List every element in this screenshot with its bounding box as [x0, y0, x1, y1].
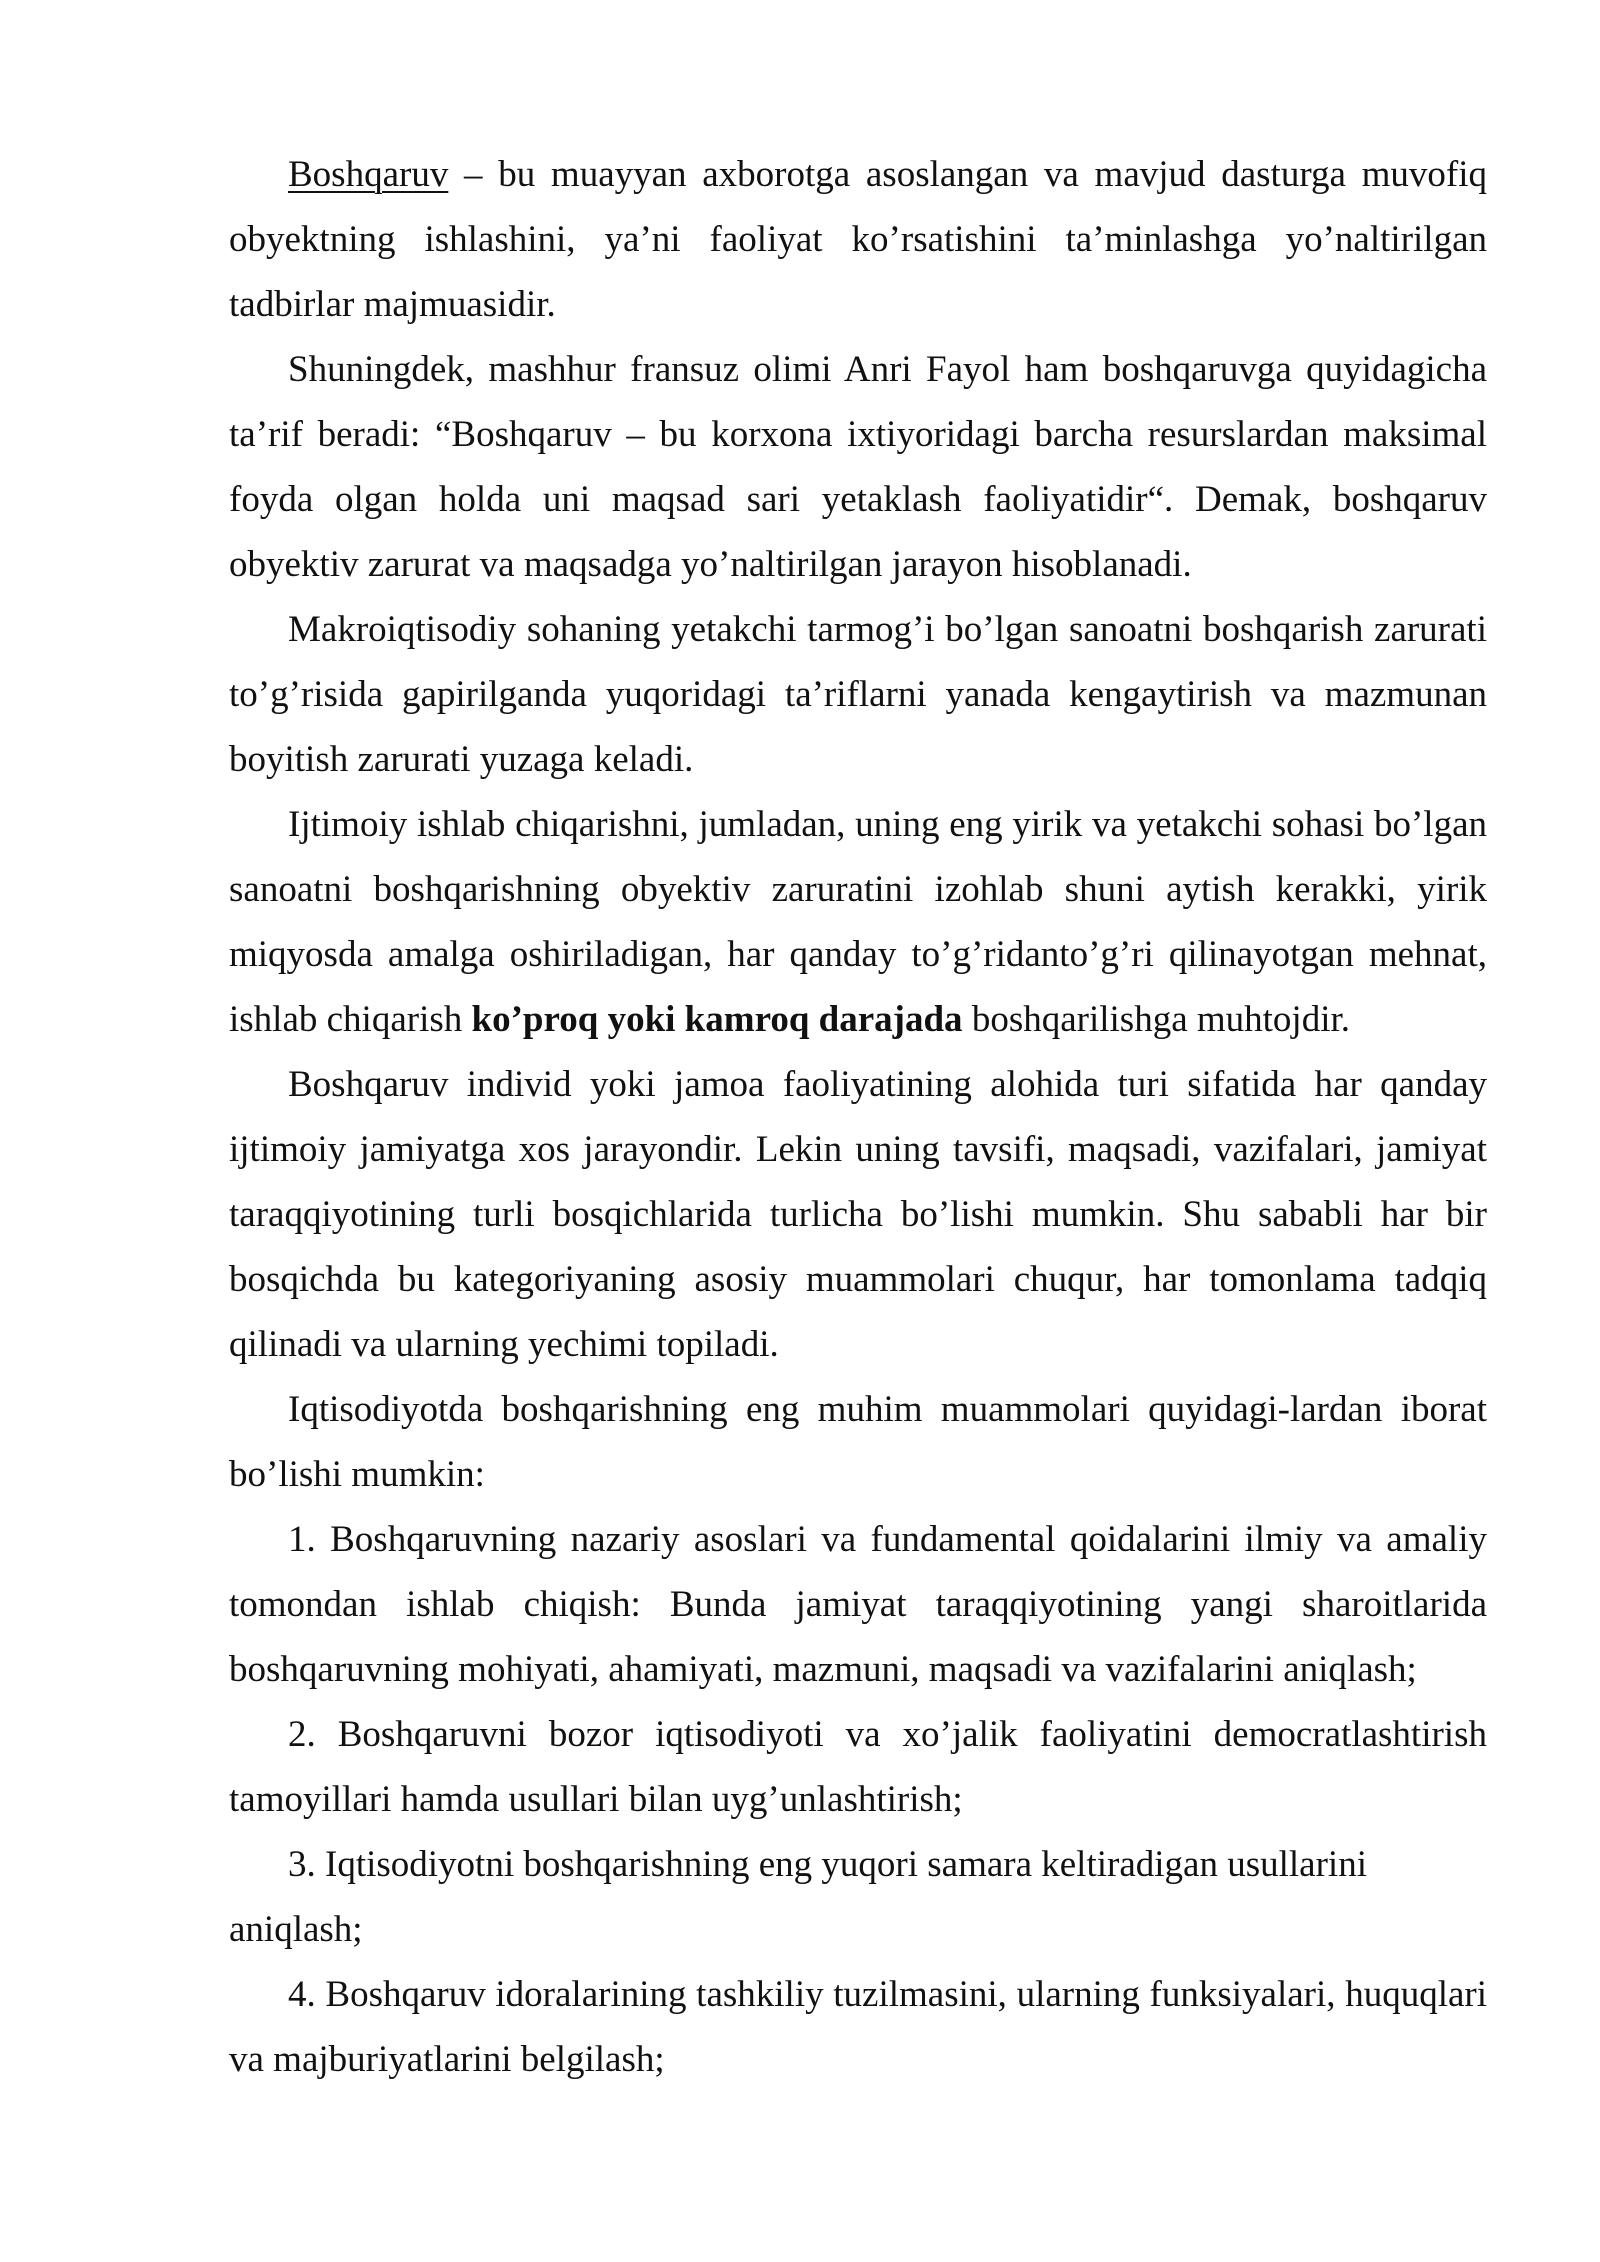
paragraph-text-after-bold: boshqarilishga muhtojdir. [962, 999, 1351, 1040]
list-item-number: 4. [288, 1974, 316, 2015]
paragraph-problems-intro: Iqtisodiyotda boshqarishning eng muhim muammolari quyidagi-lardan iborat bo’lishi mumkin: [229, 1389, 1487, 1495]
defined-term: Boshqaruv [288, 154, 449, 195]
list-item-number: 3. [288, 1844, 316, 1885]
list-item-3 [229, 1832, 1487, 1962]
list-item-number: 1. [288, 1519, 316, 1560]
paragraph-management-activity: Boshqaruv individ yoki jamoa faoliyatining alohida turi sifatida har qanday ijtimoiy jamiyatga xos jarayondir. Lekin uning tavsifi, maqsadi, vazifalari, jamiyat taraqqiyotining turli bosqichlarida turlicha bo’lishi mumkin. Shu sababli har bir bosqichda bu kategoriyaning asosiy muammolari chuqur, har tomonlama tadqiq qilinadi va ularning yechimi topiladi. [229, 1064, 1487, 1365]
list-item-text: Boshqaruvning nazariy asoslari va fundamental qoidalarini ilmiy va amaliy tomondan ishlab chiqish: Bunda jamiyat taraqqiyotining yangi sharoitlarida boshqaruvning mohiyati, ahamiyati, mazmuni, maqsadi va vazifalarini aniqlash; [229, 1519, 1487, 1690]
list-item-text: Boshqaruv idoralarining tashkiliy tuzilmasini, ularning funksiyalari, huquqlari va majburiyatlarini belgilash; [229, 1974, 1487, 2080]
list-item-text: Boshqaruvni bozor iqtisodiyoti va xo’jalik faoliyatini democratlashtirish tamoyillari hamda usullari bilan uyg’unlashtirish; [229, 1714, 1487, 1820]
list-item-text: Iqtisodiyotni boshqarishning eng yuqori samara keltiradigan usullarini aniqlash; [229, 1844, 1367, 1950]
paragraph-macroeconomic-sector: Makroiqtisodiy sohaning yetakchi tarmog’i bo’lgan sanoatni boshqarish zarurati to’g’risida gapirilganda yuqoridagi ta’riflarni yanada kengaytirish va mazmunan boyitish zarurati yuzaga keladi. [229, 609, 1487, 780]
document-body [229, 142, 1487, 2092]
list-item-4 [229, 1962, 1487, 2092]
list-item-2 [229, 1702, 1487, 1832]
paragraph-social-production [229, 792, 1487, 1052]
bold-emphasis: ko’proq yoki kamroq darajada [471, 999, 963, 1040]
paragraph-text-before-bold: Ijtimoiy ishlab chiqarishni, jumladan, uning eng yirik va yetakchi sohasi bo’lgan sanoatni boshqarishning obyektiv zaruratini izohlab shuni aytish kerakki, yirik miqyosda amalga oshiriladigan, har qanday to’g’ridanto’g’ri qilinayotgan mehnat, ishlab chiqarish [229, 804, 1487, 1040]
list-item-1 [229, 1507, 1487, 1702]
list-item-number: 2. [288, 1714, 316, 1755]
paragraph-boshqaruv-definition [229, 142, 1487, 337]
paragraph-fayol-definition: Shuningdek, mashhur fransuz olimi Anri Fayol ham boshqaruvga quyidagicha ta’rif beradi: “Boshqaruv – bu korxona ixtiyoridagi barcha resurslardan maksimal foyda olgan holda uni maqsad sari yetaklash faoliyatidir“. Demak, boshqaruv obyektiv zarurat va maqsadga yo’naltirilgan jarayon hisoblanadi. [229, 349, 1487, 585]
definition-text: – bu muayyan axborotga asoslangan va mavjud dasturga muvofiq obyektning ishlashini, ya’ni faoliyat ko’rsatishini ta’minlashga yo’naltirilgan tadbirlar majmuasidir. [229, 154, 1487, 325]
